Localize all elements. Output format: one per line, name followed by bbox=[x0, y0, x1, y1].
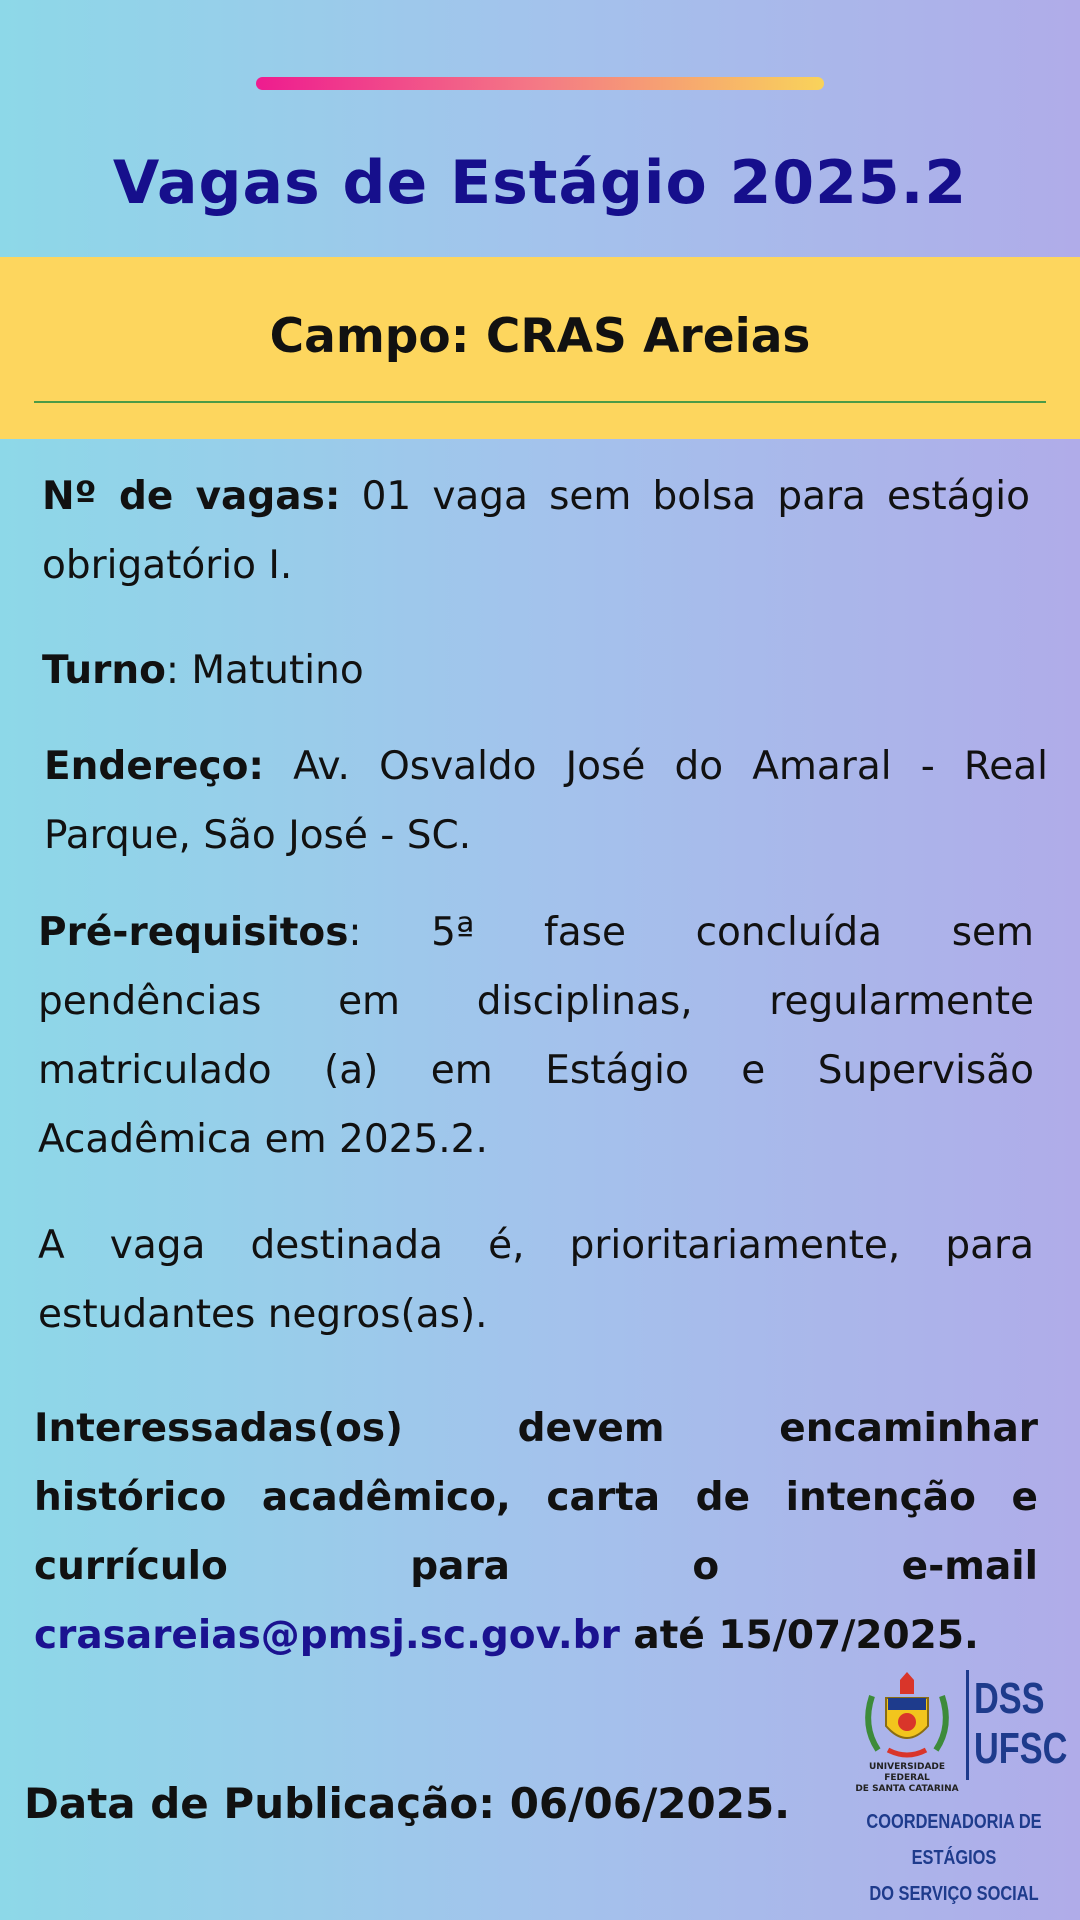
dss-ufsc-logo bbox=[848, 1670, 1068, 1905]
endereco-paragraph bbox=[44, 732, 1048, 870]
prereq-label: Pré-requisitos bbox=[38, 910, 349, 955]
vagas-label: Nº de vagas: bbox=[42, 474, 341, 519]
seal-caption-line1: UNIVERSIDADE FEDERAL bbox=[868, 1762, 946, 1783]
coordination-caption bbox=[864, 1804, 1044, 1912]
turno-value: : Matutino bbox=[165, 648, 364, 693]
vagas-value: 01 vaga sem bolsa para estágio obrigatório I. bbox=[42, 474, 1030, 588]
campo-divider bbox=[34, 401, 1046, 403]
interest-text: Interessadas(os) devem encaminhar histórico acadêmico, carta de intenção e currículo para o e-mail bbox=[34, 1406, 1038, 1589]
endereco-label: Endereço: bbox=[44, 744, 264, 789]
turno-label: Turno bbox=[42, 648, 166, 693]
prereq-paragraph bbox=[38, 898, 1034, 1174]
page-title: Vagas de Estágio 2025.2 bbox=[112, 148, 968, 218]
endereco-value: Av. Osvaldo José do Amaral - Real Parque, São José - SC. bbox=[44, 744, 1048, 858]
decorative-gradient-bar bbox=[256, 77, 824, 90]
coordination-line2: DO SERVIÇO SOCIAL bbox=[869, 1883, 1039, 1905]
seal-caption-line2: DE SANTA CATARINA bbox=[855, 1784, 959, 1794]
turno-paragraph bbox=[42, 636, 1030, 705]
seal-caption bbox=[848, 1762, 966, 1795]
email-link[interactable]: crasareias@pmsj.sc.gov.br bbox=[34, 1613, 620, 1658]
logo-dss-text: DSS bbox=[974, 1674, 1045, 1723]
ufsc-seal-icon bbox=[848, 1670, 966, 1762]
priority-paragraph: A vaga destinada é, prioritariamente, para estudantes negros(as). bbox=[38, 1223, 1034, 1337]
vagas-paragraph bbox=[42, 462, 1030, 600]
publication-date: Data de Publicação: 06/06/2025. bbox=[24, 1779, 791, 1828]
interest-paragraph bbox=[34, 1394, 1038, 1670]
campo-heading: Campo: CRAS Areias bbox=[269, 309, 811, 364]
logo-divider bbox=[966, 1670, 969, 1780]
logo-ufsc-text: UFSC bbox=[974, 1724, 1068, 1773]
deadline-text: até 15/07/2025. bbox=[619, 1613, 979, 1658]
coordination-line1: COORDENADORIA DE ESTÁGIOS bbox=[866, 1811, 1042, 1869]
prereq-value: : 5ª fase concluída sem pendências em disciplinas, regularmente matriculado (a) em Estágio e Supervisão Acadêmica em 2025.2. bbox=[38, 910, 1034, 1162]
